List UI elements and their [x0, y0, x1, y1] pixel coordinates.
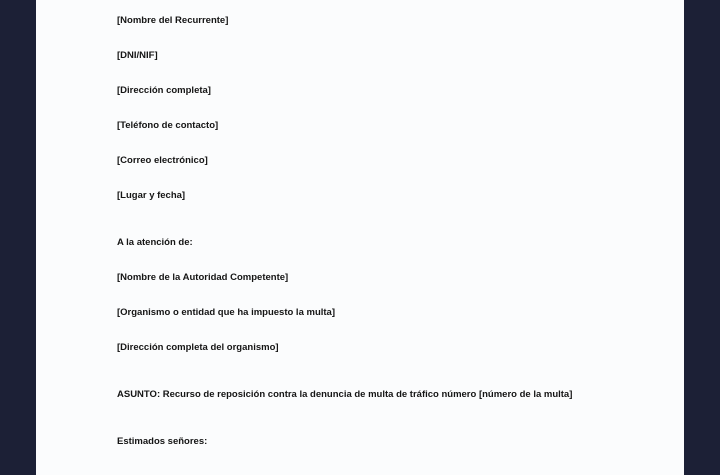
- sender-address: [Dirección completa]: [117, 85, 211, 96]
- document-page: [36, 0, 684, 475]
- recipient-address: [Dirección completa del organismo]: [117, 342, 279, 353]
- place-date: [Lugar y fecha]: [117, 190, 186, 201]
- subject-line: ASUNTO: Recurso de reposición contra la denuncia de multa de tráfico número [número de la multa]: [117, 389, 573, 400]
- recipient-authority: [Nombre de la Autoridad Competente]: [117, 272, 289, 283]
- attention-label: A la atención de:: [117, 237, 193, 248]
- sender-id: [DNI/NIF]: [117, 50, 158, 61]
- sender-phone: [Teléfono de contacto]: [117, 120, 219, 131]
- greeting: Estimados señores:: [117, 436, 208, 447]
- sender-email: [Correo electrónico]: [117, 155, 208, 166]
- sender-name: [Nombre del Recurrente]: [117, 15, 229, 26]
- recipient-organism: [Organismo o entidad que ha impuesto la multa]: [117, 307, 335, 318]
